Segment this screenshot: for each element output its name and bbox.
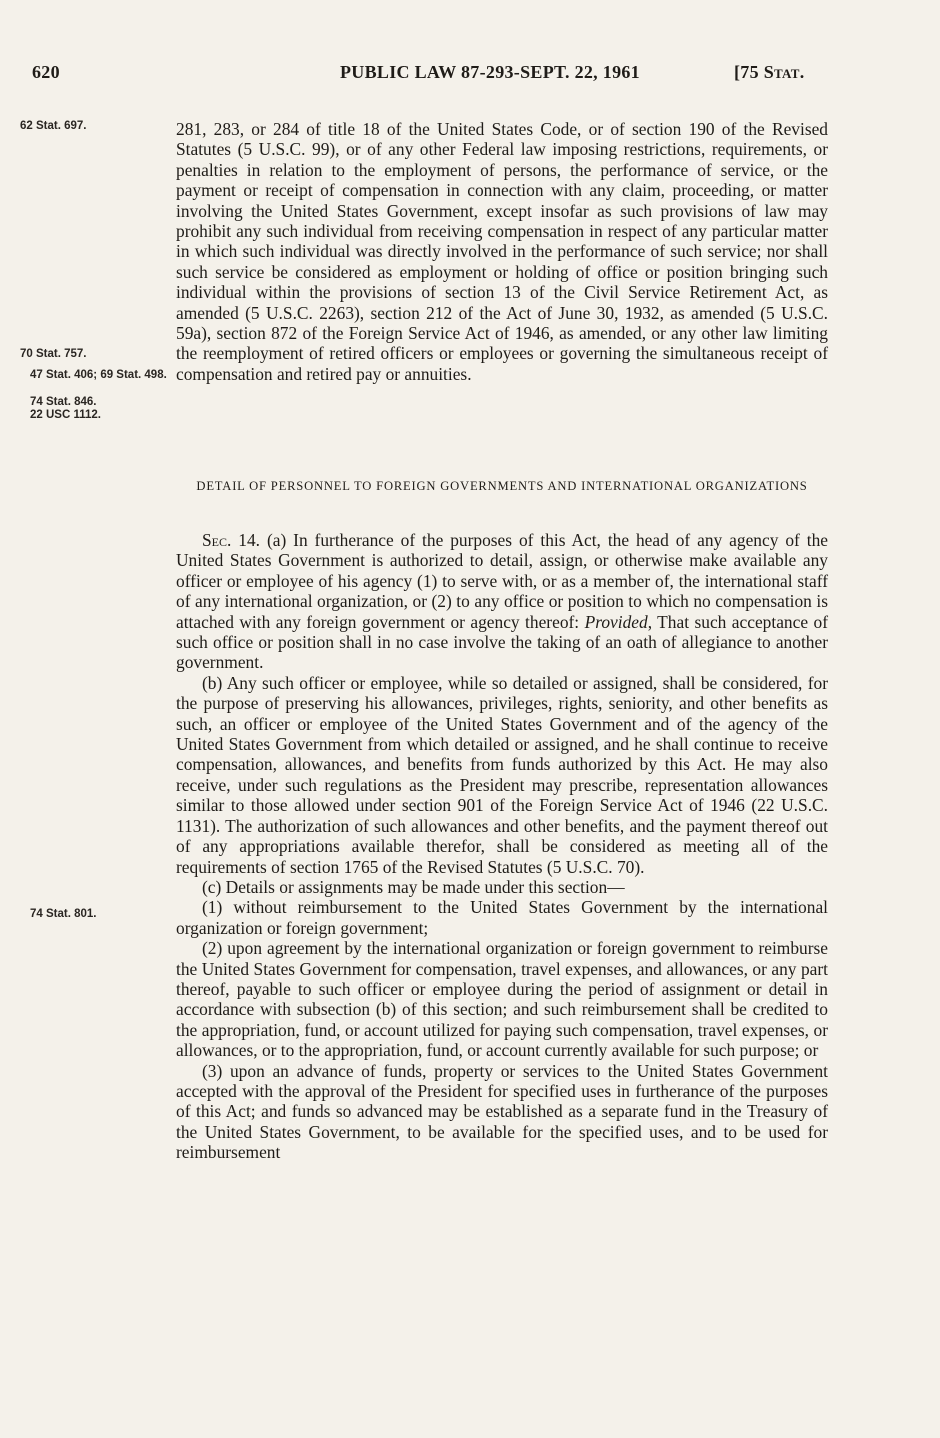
volume-prefix: [75	[734, 62, 759, 82]
margin-note: 74 Stat. 846.	[30, 396, 97, 408]
subsection-c: (c) Details or assignments may be made under this section—	[202, 876, 625, 897]
provided-term: Provided	[584, 611, 648, 632]
clause-c1: (1) without reimbursement to the United States Government by the international organization or foreign government;	[176, 897, 828, 938]
section-14-text	[176, 530, 828, 1163]
margin-note: 70 Stat. 757.	[20, 348, 87, 360]
page-number: 620	[32, 62, 60, 82]
subsection-a: Sec. 14. (a) In furtherance of the purposes of this Act, the head of any agency of the United States Government is authorized to detail, assign, or otherwise make available any officer or employee of his agency (1) to serve with, or as a member of, the international staff of any international organization, or (2) to any office or position to which no compensation is attached with any foreign government or agency thereof: Provided, That such acceptance of such office or position shall in no case involve the taking of an oath of allegiance to another government.	[176, 530, 828, 673]
clause-c3: (3) upon an advance of funds, property or services to the United States Government accepted with the approval of the President for specified uses in furtherance of the purposes of this Act; and funds so advanced may be established as a separate fund in the Treasury of the United States Government, to be available for the specified uses, and to be used for reimbursement	[176, 1060, 828, 1163]
section-label: Sec. 14.	[202, 530, 261, 550]
continuation-text	[176, 119, 828, 384]
continuation-paragraph: 281, 283, or 284 of title 18 of the United States Code, or of section 190 of the Revised Statutes (5 U.S.C. 99), or of any other Federal law imposing restrictions, requirements, or penalties in relation to the employment of persons, the performance of service, or the payment or receipt of compensation in connection with any claim, proceeding, or matter involving the United States Government, except insofar as such provisions of law may prohibit any such individual from receiving compensation in respect of any particular matter in which such individual was directly involved in the performance of such service; nor shall such service be considered as employment or holding of office or position bringing such individual within the provisions of section 13 of the Civil Service Retirement Act, as amended (5 U.S.C. 2263), section 212 of the Act of June 30, 1932, as amended (5 U.S.C. 59a), section 872 of the Foreign Service Act of 1946, as amended, or any other law limiting the reemployment of retired officers or employees or governing the simultaneous receipt of compensation and retired pay or annuities.	[176, 119, 828, 384]
section-heading: DETAIL OF PERSONNEL TO FOREIGN GOVERNMENTS AND INTERNATIONAL ORGANIZATIONS	[196, 479, 808, 493]
margin-note: 22 USC 1112.	[30, 409, 101, 421]
running-title: PUBLIC LAW 87-293-SEPT. 22, 1961	[340, 62, 640, 82]
volume-suffix: Stat.	[763, 62, 805, 82]
clause-c2: (2) upon agreement by the international organization or foreign government to reimburse the United States Government for compensation, travel expenses, and allowances, or any part thereof, payable to such officer or employee during the period of assignment or detail in accordance with subsection (b) of this section; and such reimbursement shall be credited to the appropriation, fund, or account utilized for paying such compensation, travel expenses, or allowances, or to the appropriation, fund, or account currently available for such purpose; or	[176, 938, 828, 1061]
subsection-b: (b) Any such officer or employee, while so detailed or assigned, shall be considered, for the purpose of preserving his allowances, privileges, rights, seniority, and other benefits as such, an officer or employee of the United States Government and of the agency of the United States Government from which detailed or assigned, and he shall continue to receive compensation, allowances, and benefits from funds authorized by this Act. He may also receive, under such regulations as the President may prescribe, representation allowances similar to those allowed under section 901 of the Foreign Service Act of 1946 (22 U.S.C. 1131). The authorization of such allowances and other benefits, and the payment thereof out of any appropriations available therefor, shall be considered as meeting all of the requirements of section 1765 of the Revised Statutes (5 U.S.C. 70).	[176, 672, 828, 877]
margin-note: 62 Stat. 697.	[20, 120, 87, 132]
margin-note: 47 Stat. 406; 69 Stat. 498.	[30, 369, 167, 381]
margin-note: 74 Stat. 801.	[30, 908, 97, 920]
volume-reference	[734, 62, 805, 83]
